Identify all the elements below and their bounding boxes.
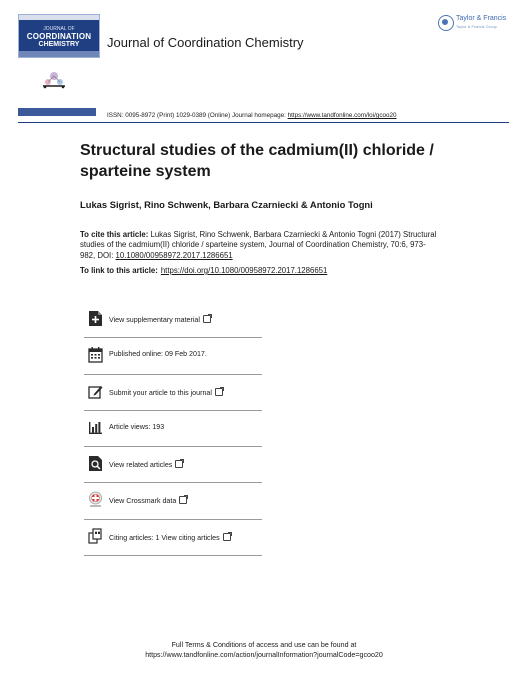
- journal-homepage-link[interactable]: https://www.tandfonline.com/loi/gcoo20: [287, 112, 397, 119]
- publisher-logo[interactable]: [438, 14, 522, 34]
- cover-line-1: JOURNAL OF: [43, 26, 75, 32]
- cite-doi-link[interactable]: 10.1080/00958972.2017.1286651: [115, 250, 233, 260]
- cite-text: Lukas Sigrist, Rino Schwenk, Barbara Czarniecki & Antonio Togni (2017) Structural studies of the cadmium(II) chloride / sparteine system, Journal of Coordination Chemistry, 70:6, 973-982, DOI:: [80, 230, 437, 260]
- list-item[interactable]: [84, 483, 262, 519]
- calendar-icon: [88, 346, 103, 363]
- article-views-text: Article views: 193: [109, 422, 165, 431]
- crossmark-icon: [88, 491, 103, 508]
- publisher-subname: Taylor & Francis Group: [456, 24, 497, 29]
- list-item[interactable]: [84, 520, 262, 556]
- related-search-icon: [88, 455, 103, 472]
- terms-text: Full Terms & Conditions of access and use can be found at: [171, 641, 357, 649]
- journal-banner: [18, 108, 96, 116]
- cover-line-3: CHEMISTRY: [38, 41, 80, 48]
- publisher-logo-icon: [438, 15, 454, 31]
- list-item[interactable]: [84, 302, 262, 338]
- list-item: [84, 338, 262, 374]
- supplementary-material-link[interactable]: View supplementary material: [109, 314, 211, 324]
- header-divider: [18, 122, 509, 123]
- issn-text: ISSN: 0095-8972 (Print) 1029-0389 (Online) Journal homepage:: [107, 112, 288, 119]
- list-item[interactable]: [84, 447, 262, 483]
- link-to-article: [80, 266, 327, 275]
- supplementary-plus-icon: [88, 310, 103, 327]
- list-item[interactable]: [84, 375, 262, 411]
- related-articles-link[interactable]: View related articles: [109, 459, 183, 469]
- citing-articles-link[interactable]: Citing articles: 1 View citing articles: [109, 532, 231, 542]
- article-authors: Lukas Sigrist, Rino Schwenk, Barbara Czarniecki & Antonio Togni: [80, 199, 373, 210]
- edit-icon: [88, 383, 103, 400]
- citing-articles-icon: [88, 528, 103, 545]
- journal-title[interactable]: Journal of Coordination Chemistry: [107, 35, 304, 50]
- doi-link[interactable]: https://doi.org/10.1080/00958972.2017.1286651: [160, 266, 328, 275]
- article-title: Structural studies of the cadmium(II) chloride / sparteine system: [80, 142, 434, 180]
- cover-line-2: COORDINATION: [26, 32, 92, 41]
- external-link-icon: [175, 460, 183, 468]
- citation-block: [80, 230, 440, 261]
- link-label: To link to this article:: [80, 266, 158, 275]
- crossmark-link[interactable]: View Crossmark data: [109, 495, 187, 505]
- journal-cover-image[interactable]: [18, 14, 100, 58]
- external-link-icon: [203, 315, 211, 323]
- issn-line: [107, 112, 396, 119]
- external-link-icon: [215, 388, 223, 396]
- publisher-name: Taylor & Francis: [456, 15, 507, 22]
- cite-label: To cite this article:: [80, 230, 149, 239]
- external-link-icon: [179, 496, 187, 504]
- terms-footer: [0, 640, 528, 660]
- article-actions-list: [84, 302, 262, 556]
- submit-article-link[interactable]: Submit your article to this journal: [109, 387, 223, 397]
- terms-link[interactable]: https://www.tandfonline.com/action/journalInformation?journalCode=gcoo20: [145, 651, 383, 659]
- molecule-illustration-icon: [40, 70, 68, 90]
- published-online-text: Published online: 09 Feb 2017.: [109, 350, 207, 359]
- list-item: [84, 411, 262, 447]
- external-link-icon: [223, 533, 231, 541]
- bar-chart-icon: [88, 419, 103, 436]
